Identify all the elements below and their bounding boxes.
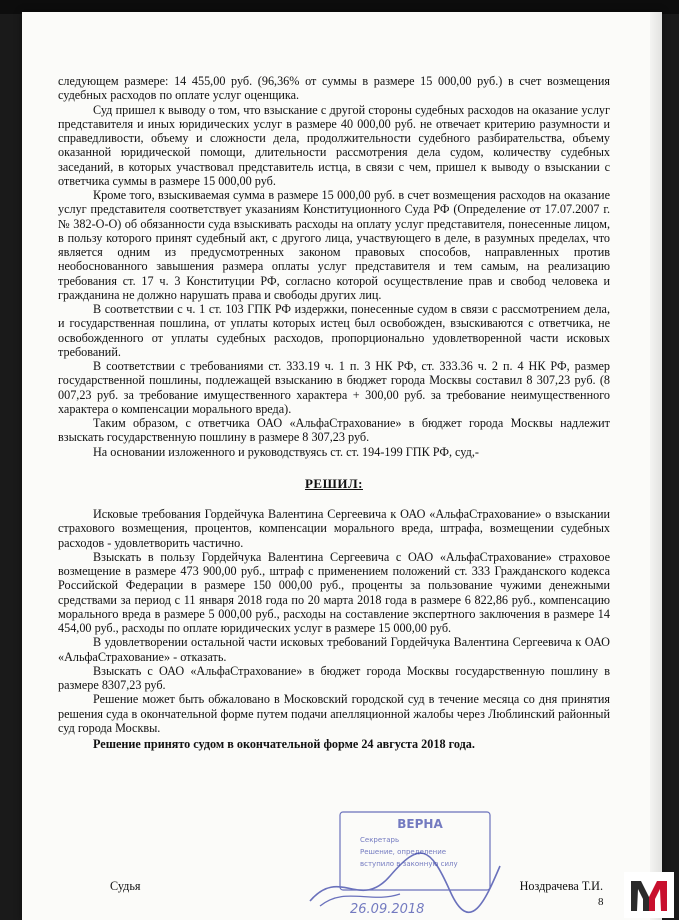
stamp-date: 26.09.2018 (350, 902, 425, 916)
m-logo-icon (627, 875, 671, 915)
stamp-title: ВЕРНА (397, 817, 443, 831)
stamp-line-2: Решение, определение (360, 848, 447, 856)
paragraph-7: На основании изложенного и руководствуясь ст. ст. 194-199 ГПК РФ, суд,- (93, 444, 479, 459)
page-number: 8 (598, 896, 604, 908)
paragraph-3: Кроме того, взыскиваемая сумма в размере 15 000,00 руб. в счет возмещения расходов на оказание услуг представителя соответствует указаниям Конституционного Суда РФ (Определение от 17.07.2007 г. № 382-О-О) об обязанности суда взыскивать расходы на оплату услуг представителя, понесенные лицом, в пользу которого принят судебный акт, с другого лица, участвующего в деле, в разумных пределах, что является одним из предусмотренных законом правовых способов, направленных против необоснованного завышения размера оплаты услуг представителя и тем самым, на реализацию требования ст. 17 ч. 3 Конституции РФ, согласно которой осуществление прав и свобод человека и гражданина не должно нарушать права и свободы других лиц. (58, 188, 610, 302)
paragraph-6: Таким образом, с ответчика ОАО «АльфаСтрахование» в бюджет города Москвы надлежит взыскать государственную пошлину в размере 8 307,23 руб. (58, 416, 610, 445)
decision-heading: РЕШИЛ: (304, 475, 363, 491)
paragraph-5: В соответствии с требованиями ст. 333.19 ч. 1 п. 3 НК РФ, ст. 333.36 ч. 2 п. 4 НК РФ, размер государственной пошлины, подлежащей взысканию в бюджет города Москвы составил 8 307,23 руб. (8 007,23 руб. за требование имущественного характера + 300,00 руб. за требование неимущественного характера о компенсации морального вреда). (58, 359, 610, 416)
stamp-line-3: вступило в законную силу (360, 860, 458, 868)
ruling-paragraph-4: Взыскать с ОАО «АльфаСтрахование» в бюджет города Москвы государственную пошлину в размере 8307,23 руб. (58, 663, 610, 692)
judge-label: Судья (110, 879, 141, 893)
judge-name: Ноздрачева Т.И. (519, 879, 603, 893)
ruling-paragraph-5: Решение может быть обжаловано в Московский городской суд в течение месяца со дня принятия решения суда в окончательной форме путем подачи апелляционной жалобы через Люблинский районный суд города Москвы. (58, 692, 610, 735)
watermark-logo (624, 872, 674, 918)
paragraph-4: В соответствии с ч. 1 ст. 103 ГПК РФ издержки, понесенные судом в связи с рассмотрением дела, и государственная пошлина, от уплаты которых истец был освобожден, взыскиваются с ответчика, не освобожденного от уплаты судебных расходов, пропорционально удовлетворенной части исковых требований. (58, 302, 610, 359)
ruling-paragraph-1: Исковые требования Гордейчука Валентина Сергеевича к ОАО «АльфаСтрахование» о взыскании страхового возмещения, процентов, компенсации морального вреда, штрафа, возмещении судебных расходов - удовлетворить частично. (58, 507, 610, 550)
paragraph-2: Суд пришел к выводу о том, что взыскание с другой стороны судебных расходов на оказание услуг представителя и иных юридических услуг в размере 40 000,00 руб. не отвечает критерию разумности и справедливости, объему и сложности дела, продолжительности судебного разбирательства, объему оказанной юридической помощи, длительности рассмотрения дела судом, количеству судебных заседаний, в которых участвовал представитель истца, в связи с чем, пришел к выводу о взыскании с ответчика суммы в размере 15 000,00 руб. (58, 102, 610, 188)
paragraph-1: следующем размере: 14 455,00 руб. (96,36% от суммы в размере 15 000,00 руб.) в счет возмещения судебных расходов по оплате услуг оценщика. (58, 74, 610, 103)
page-edge-shadow (650, 12, 662, 920)
ruling-paragraph-3: В удовлетворении остальной части исковых требований Гордейчука Валентина Сергеевича к ОАО «АльфаСтрахование» - отказать. (58, 635, 610, 664)
stamp-line-1: Секретарь (360, 836, 400, 844)
document-body (58, 74, 610, 751)
ruling-paragraph-2: Взыскать в пользу Гордейчука Валентина Сергеевича с ОАО «АльфаСтрахование» страховое возмещение в размере 473 900,00 руб., штраф с применением положений ст. 333 Гражданского кодекса Российской Федерации в размере 150 000,00 руб., проценты за пользование чужими денежными средствами за период с 11 января 2018 года по 20 марта 2018 года в размере 6 822,86 руб., компенсацию морального вреда в размере 5 000,00 руб., расходы на составление экспертного заключения в размере 14 454,00 руб., расходы по оплате юридических услуг в размере 15 000,00 руб. (58, 549, 610, 635)
final-decision-line: Решение принято судом в окончательной форме 24 августа 2018 года. (93, 737, 475, 751)
